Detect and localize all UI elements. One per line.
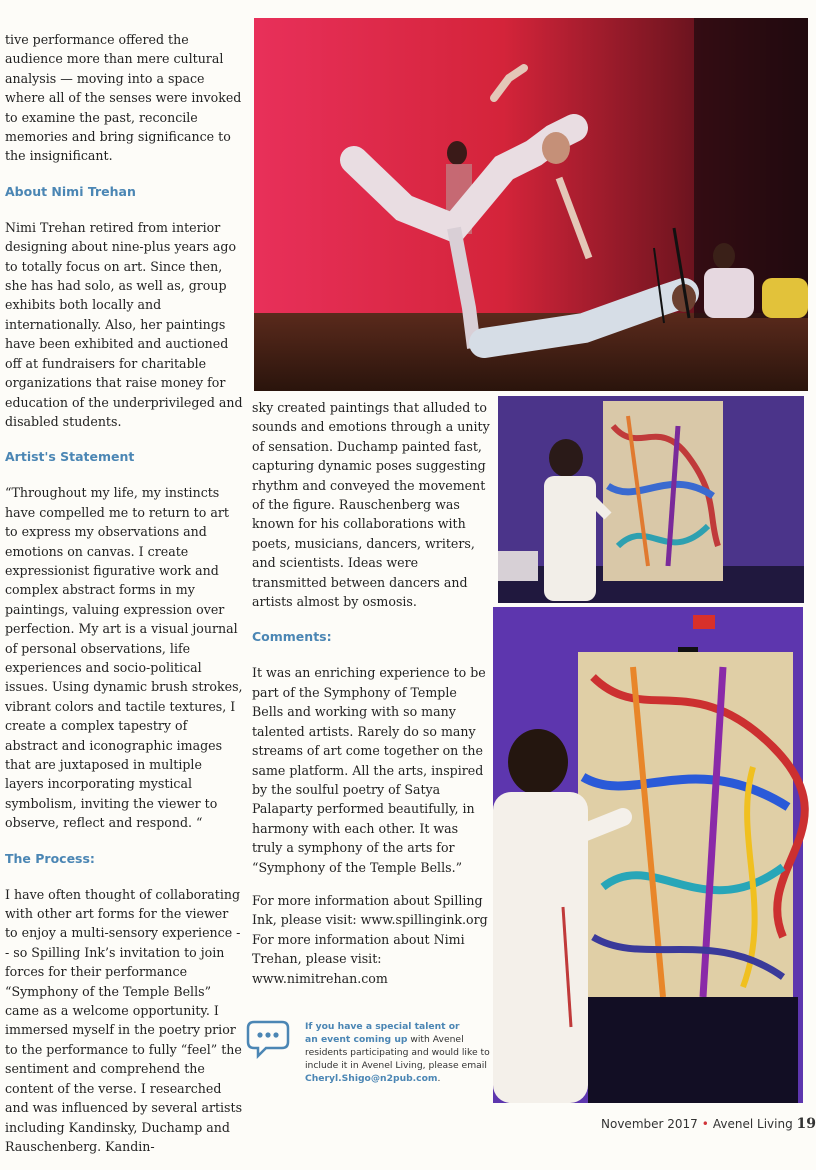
page-footer <box>601 1116 816 1132</box>
callout-end: . <box>437 1073 441 1084</box>
callout-email[interactable]: Cheryl.Shigo@n2pub.com <box>305 1073 438 1084</box>
footer-publication: Avenel Living <box>712 1117 793 1131</box>
footer-date: November 2017 <box>601 1117 698 1131</box>
info-nimi-trehan: For more information about Nimi Trehan, please visit: www.nimitrehan.com <box>252 931 465 986</box>
continued-paragraph: sky created paintings that alluded to sounds and emotions through a unity of sensation. Duchamp painted fast, capturing dynamic poses suggesting rhythm and conveyed the movement of the figure. Rauschenberg was known for his collaborations with poets, musicians, dancers, writers, and scientists. Ideas were transmitted between dancers and artists almost by osmosis. <box>252 400 490 610</box>
about-heading: About Nimi Trehan <box>5 183 136 199</box>
speech-bubble-icon <box>248 1016 293 1061</box>
callout-highlight-1: If you have a special talent or <box>305 1021 460 1032</box>
painter-canvas-photo-small <box>498 396 804 603</box>
callout-text <box>305 1020 495 1085</box>
info-paragraph <box>252 891 492 988</box>
callout-box <box>248 1016 493 1096</box>
callout-highlight-2: an event coming up <box>305 1034 408 1045</box>
middle-column <box>252 398 492 1002</box>
comments-heading: Comments: <box>252 629 332 645</box>
comments-paragraph: It was an enriching experience to be part of the Symphony of Temple Bells and working with so many talented artists. Rarely do so many streams of art come together on the same platform. All the arts, inspired by the soulful poetry of Satya Palaparty performed beautifully, in harmony with each other. It was truly a symphony of the arts for “Symphony of the Temple Bells.” <box>252 665 486 875</box>
page-number: 19 <box>796 1116 816 1132</box>
callout-body: with Avenel residents participating and would like to include it in Avenel Living, please email <box>305 1034 490 1071</box>
statement-heading: Artist's Statement <box>5 449 135 465</box>
about-paragraph: Nimi Trehan retired from interior designing about nine-plus years ago to totally focus on art. Since then, she has had solo, as well as, group exhibits both locally and internationally. Also, her paintings have been exhibited and auctioned off at fundraisers for charitable organizations that raise money for education of the underprivileged and disabled students. <box>5 219 243 429</box>
process-paragraph: I have often thought of collaborating with other art forms for the viewer to enjoy a multi-sensory experience -- so Spilling Ink’s invitation to join forces for their performance “Symphony of the Temple Bells” came as a welcome opportunity. I immersed myself in the poetry prior to the performance to fully “feel” the sentiment and comprehend the content of the verse. I researched and was influenced by several artists including Kandinsky, Duchamp and Rauschenberg. Kandin- <box>5 886 243 1154</box>
intro-paragraph: tive performance offered the audience more than mere cultural analysis — moving into a space where all of the senses were invoked to examine the past, reconcile memories and bring significance to the insignificant. <box>5 32 242 164</box>
painter-canvas-photo-large <box>493 607 803 1103</box>
process-heading: The Process: <box>5 850 95 866</box>
info-spilling-ink: For more information about Spilling Ink, please visit: www.spillingink.org <box>252 892 488 928</box>
footer-bullet: • <box>701 1117 709 1131</box>
statement-paragraph: “Throughout my life, my instincts have compelled me to return to art to express my observations and emotions on canvas. I create expressionist figurative work and complex abstract forms in my paintings, valuing expression over perfection. My art is a visual journal of personal observations, life experiences and socio-political issues. Using dynamic brush strokes, vibrant colors and tactile textures, I create a complex tapestry of abstract and iconographic images that are juxtaposed in multiple layers incorporating mystical symbolism, inviting the viewer to observe, reflect and respond. “ <box>5 485 243 831</box>
dance-performance-photo <box>254 18 808 391</box>
left-column <box>5 30 243 1170</box>
